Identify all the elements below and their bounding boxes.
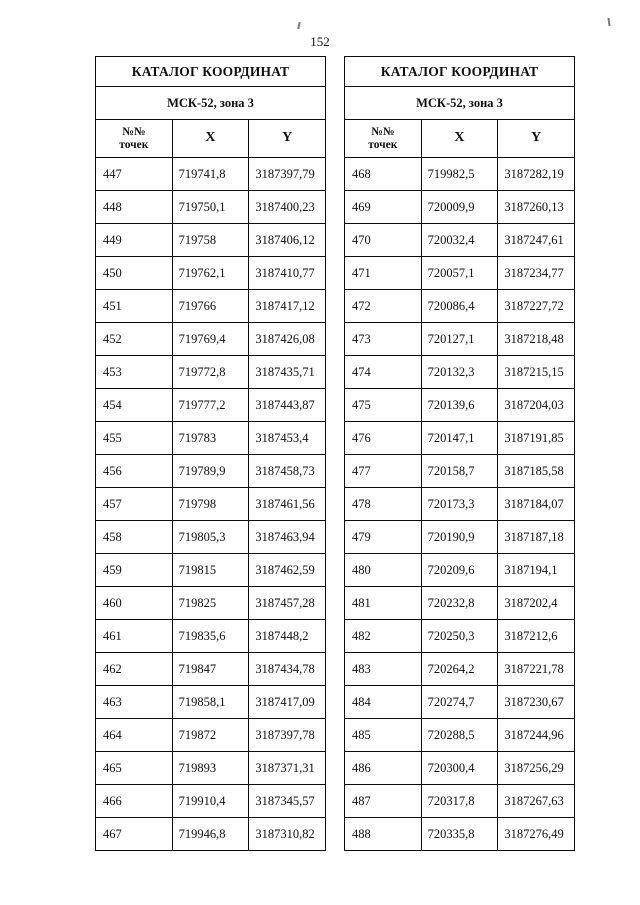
coordinate-tables — [95, 56, 575, 851]
table-row — [345, 620, 575, 653]
cell-point-number: 472 — [345, 290, 422, 323]
cell-y: 3187462,59 — [249, 554, 326, 587]
table-row — [96, 455, 326, 488]
cell-point-number: 475 — [345, 389, 422, 422]
column-header-point-number-top: №№ — [122, 126, 146, 139]
table-row — [345, 455, 575, 488]
cell-x: 719750,1 — [172, 191, 249, 224]
column-header-y: Y — [498, 120, 575, 158]
cell-point-number: 481 — [345, 587, 422, 620]
cell-x: 720127,1 — [421, 323, 498, 356]
table-row — [96, 686, 326, 719]
cell-y: 3187458,73 — [249, 455, 326, 488]
cell-y: 3187310,82 — [249, 818, 326, 851]
cell-y: 3187202,4 — [498, 587, 575, 620]
cell-x: 720032,4 — [421, 224, 498, 257]
table-row — [96, 224, 326, 257]
coordinate-table-right — [344, 56, 575, 851]
cell-y: 3187204,03 — [498, 389, 575, 422]
cell-point-number: 457 — [96, 488, 173, 521]
cell-point-number: 451 — [96, 290, 173, 323]
cell-point-number: 466 — [96, 785, 173, 818]
table-row — [345, 653, 575, 686]
cell-y: 3187406,12 — [249, 224, 326, 257]
cell-x: 720173,3 — [421, 488, 498, 521]
cell-point-number: 468 — [345, 158, 422, 191]
table-row — [96, 356, 326, 389]
table-row — [345, 257, 575, 290]
cell-y: 3187218,48 — [498, 323, 575, 356]
cell-y: 3187397,79 — [249, 158, 326, 191]
table-subtitle-row — [96, 87, 326, 120]
cell-point-number: 473 — [345, 323, 422, 356]
table-title: КАТАЛОГ КООРДИНАТ — [345, 57, 575, 87]
cell-x: 720288,5 — [421, 719, 498, 752]
table-row — [96, 158, 326, 191]
cell-point-number: 486 — [345, 752, 422, 785]
column-header-point-number-bottom: точек — [119, 138, 149, 151]
table-row — [345, 818, 575, 851]
table-row — [345, 389, 575, 422]
page-number: 152 — [310, 34, 330, 49]
cell-x: 720139,6 — [421, 389, 498, 422]
cell-y: 3187443,87 — [249, 389, 326, 422]
cell-y: 3187230,67 — [498, 686, 575, 719]
cell-x: 719772,8 — [172, 356, 249, 389]
cell-point-number: 458 — [96, 521, 173, 554]
cell-point-number: 465 — [96, 752, 173, 785]
table-row — [96, 554, 326, 587]
cell-point-number: 450 — [96, 257, 173, 290]
table-header-row — [345, 120, 575, 158]
cell-point-number: 470 — [345, 224, 422, 257]
cell-point-number: 459 — [96, 554, 173, 587]
cell-x: 720209,6 — [421, 554, 498, 587]
cell-point-number: 476 — [345, 422, 422, 455]
cell-point-number: 485 — [345, 719, 422, 752]
cell-x: 720335,8 — [421, 818, 498, 851]
cell-point-number: 463 — [96, 686, 173, 719]
cell-y: 3187410,77 — [249, 257, 326, 290]
scan-artifact — [297, 22, 300, 29]
cell-y: 3187212,6 — [498, 620, 575, 653]
table-row — [96, 290, 326, 323]
cell-point-number: 488 — [345, 818, 422, 851]
table-row — [345, 752, 575, 785]
table-row — [345, 356, 575, 389]
cell-y: 3187221,78 — [498, 653, 575, 686]
table-row — [345, 290, 575, 323]
cell-x: 720317,8 — [421, 785, 498, 818]
cell-x: 719872 — [172, 719, 249, 752]
cell-point-number: 452 — [96, 323, 173, 356]
table-row — [96, 818, 326, 851]
cell-point-number: 487 — [345, 785, 422, 818]
coordinate-table-left — [95, 56, 326, 851]
cell-x: 719783 — [172, 422, 249, 455]
cell-x: 719805,3 — [172, 521, 249, 554]
cell-y: 3187185,58 — [498, 455, 575, 488]
table-row — [96, 521, 326, 554]
cell-y: 3187187,18 — [498, 521, 575, 554]
cell-x: 720132,3 — [421, 356, 498, 389]
cell-y: 3187184,07 — [498, 488, 575, 521]
cell-y: 3187244,96 — [498, 719, 575, 752]
cell-x: 720086,4 — [421, 290, 498, 323]
cell-point-number: 474 — [345, 356, 422, 389]
table-subtitle: МСК-52, зона 3 — [345, 87, 575, 120]
column-header-point-number-top: №№ — [371, 126, 395, 139]
cell-x: 719825 — [172, 587, 249, 620]
table-row — [96, 257, 326, 290]
cell-point-number: 462 — [96, 653, 173, 686]
cell-x: 719815 — [172, 554, 249, 587]
cell-point-number: 455 — [96, 422, 173, 455]
cell-y: 3187345,57 — [249, 785, 326, 818]
cell-point-number: 461 — [96, 620, 173, 653]
cell-point-number: 467 — [96, 818, 173, 851]
cell-x: 720009,9 — [421, 191, 498, 224]
cell-x: 719847 — [172, 653, 249, 686]
table-row — [96, 785, 326, 818]
table-row — [96, 389, 326, 422]
cell-point-number: 482 — [345, 620, 422, 653]
column-header-x: X — [172, 120, 249, 158]
table-row — [96, 620, 326, 653]
cell-point-number: 479 — [345, 521, 422, 554]
cell-x: 719858,1 — [172, 686, 249, 719]
cell-point-number: 456 — [96, 455, 173, 488]
column-header-point-number — [96, 120, 173, 158]
cell-y: 3187227,72 — [498, 290, 575, 323]
cell-point-number: 469 — [345, 191, 422, 224]
cell-point-number: 484 — [345, 686, 422, 719]
cell-x: 719982,5 — [421, 158, 498, 191]
scan-artifact — [607, 18, 610, 26]
cell-y: 3187267,63 — [498, 785, 575, 818]
cell-y: 3187435,71 — [249, 356, 326, 389]
column-header-x: X — [421, 120, 498, 158]
cell-x: 719910,4 — [172, 785, 249, 818]
table-row — [345, 488, 575, 521]
cell-x: 719893 — [172, 752, 249, 785]
cell-x: 719758 — [172, 224, 249, 257]
cell-x: 719777,2 — [172, 389, 249, 422]
table-row — [345, 224, 575, 257]
cell-y: 3187417,12 — [249, 290, 326, 323]
table-row — [96, 323, 326, 356]
cell-y: 3187417,09 — [249, 686, 326, 719]
column-header-y: Y — [249, 120, 326, 158]
table-row — [96, 488, 326, 521]
table-subtitle-row — [345, 87, 575, 120]
cell-y: 3187194,1 — [498, 554, 575, 587]
column-header-point-number — [345, 120, 422, 158]
cell-x: 719798 — [172, 488, 249, 521]
cell-x: 719741,8 — [172, 158, 249, 191]
table-row — [345, 323, 575, 356]
cell-x: 720250,3 — [421, 620, 498, 653]
cell-x: 720147,1 — [421, 422, 498, 455]
table-title: КАТАЛОГ КООРДИНАТ — [96, 57, 326, 87]
cell-x: 720158,7 — [421, 455, 498, 488]
cell-y: 3187247,61 — [498, 224, 575, 257]
cell-y: 3187260,13 — [498, 191, 575, 224]
table-row — [96, 587, 326, 620]
cell-y: 3187400,23 — [249, 191, 326, 224]
cell-y: 3187453,4 — [249, 422, 326, 455]
cell-point-number: 454 — [96, 389, 173, 422]
cell-y: 3187234,77 — [498, 257, 575, 290]
table-row — [345, 422, 575, 455]
cell-point-number: 460 — [96, 587, 173, 620]
cell-point-number: 471 — [345, 257, 422, 290]
cell-point-number: 453 — [96, 356, 173, 389]
cell-y: 3187434,78 — [249, 653, 326, 686]
cell-point-number: 447 — [96, 158, 173, 191]
table-row — [345, 521, 575, 554]
table-row — [96, 191, 326, 224]
cell-y: 3187397,78 — [249, 719, 326, 752]
table-row — [96, 752, 326, 785]
cell-x: 720232,8 — [421, 587, 498, 620]
cell-x: 719946,8 — [172, 818, 249, 851]
cell-point-number: 449 — [96, 224, 173, 257]
cell-x: 719789,9 — [172, 455, 249, 488]
table-title-row — [345, 57, 575, 87]
table-row — [345, 158, 575, 191]
cell-x: 719769,4 — [172, 323, 249, 356]
cell-y: 3187463,94 — [249, 521, 326, 554]
cell-y: 3187371,31 — [249, 752, 326, 785]
cell-x: 720300,4 — [421, 752, 498, 785]
cell-x: 719762,1 — [172, 257, 249, 290]
cell-y: 3187276,49 — [498, 818, 575, 851]
table-row — [345, 554, 575, 587]
table-row — [345, 191, 575, 224]
cell-point-number: 480 — [345, 554, 422, 587]
cell-x: 719835,6 — [172, 620, 249, 653]
table-row — [345, 719, 575, 752]
cell-y: 3187191,85 — [498, 422, 575, 455]
table-row — [345, 686, 575, 719]
cell-y: 3187282,19 — [498, 158, 575, 191]
cell-point-number: 478 — [345, 488, 422, 521]
cell-y: 3187256,29 — [498, 752, 575, 785]
table-header-row — [96, 120, 326, 158]
cell-y: 3187426,08 — [249, 323, 326, 356]
table-title-row — [96, 57, 326, 87]
cell-y: 3187461,56 — [249, 488, 326, 521]
cell-x: 720264,2 — [421, 653, 498, 686]
cell-x: 719766 — [172, 290, 249, 323]
column-header-point-number-bottom: точек — [368, 138, 398, 151]
table-row — [96, 422, 326, 455]
cell-x: 720274,7 — [421, 686, 498, 719]
cell-point-number: 483 — [345, 653, 422, 686]
cell-y: 3187448,2 — [249, 620, 326, 653]
cell-point-number: 477 — [345, 455, 422, 488]
cell-point-number: 448 — [96, 191, 173, 224]
cell-x: 720057,1 — [421, 257, 498, 290]
table-row — [96, 653, 326, 686]
cell-y: 3187457,28 — [249, 587, 326, 620]
cell-x: 720190,9 — [421, 521, 498, 554]
table-row — [345, 587, 575, 620]
table-row — [96, 719, 326, 752]
cell-point-number: 464 — [96, 719, 173, 752]
table-subtitle: МСК-52, зона 3 — [96, 87, 326, 120]
table-row — [345, 785, 575, 818]
cell-y: 3187215,15 — [498, 356, 575, 389]
